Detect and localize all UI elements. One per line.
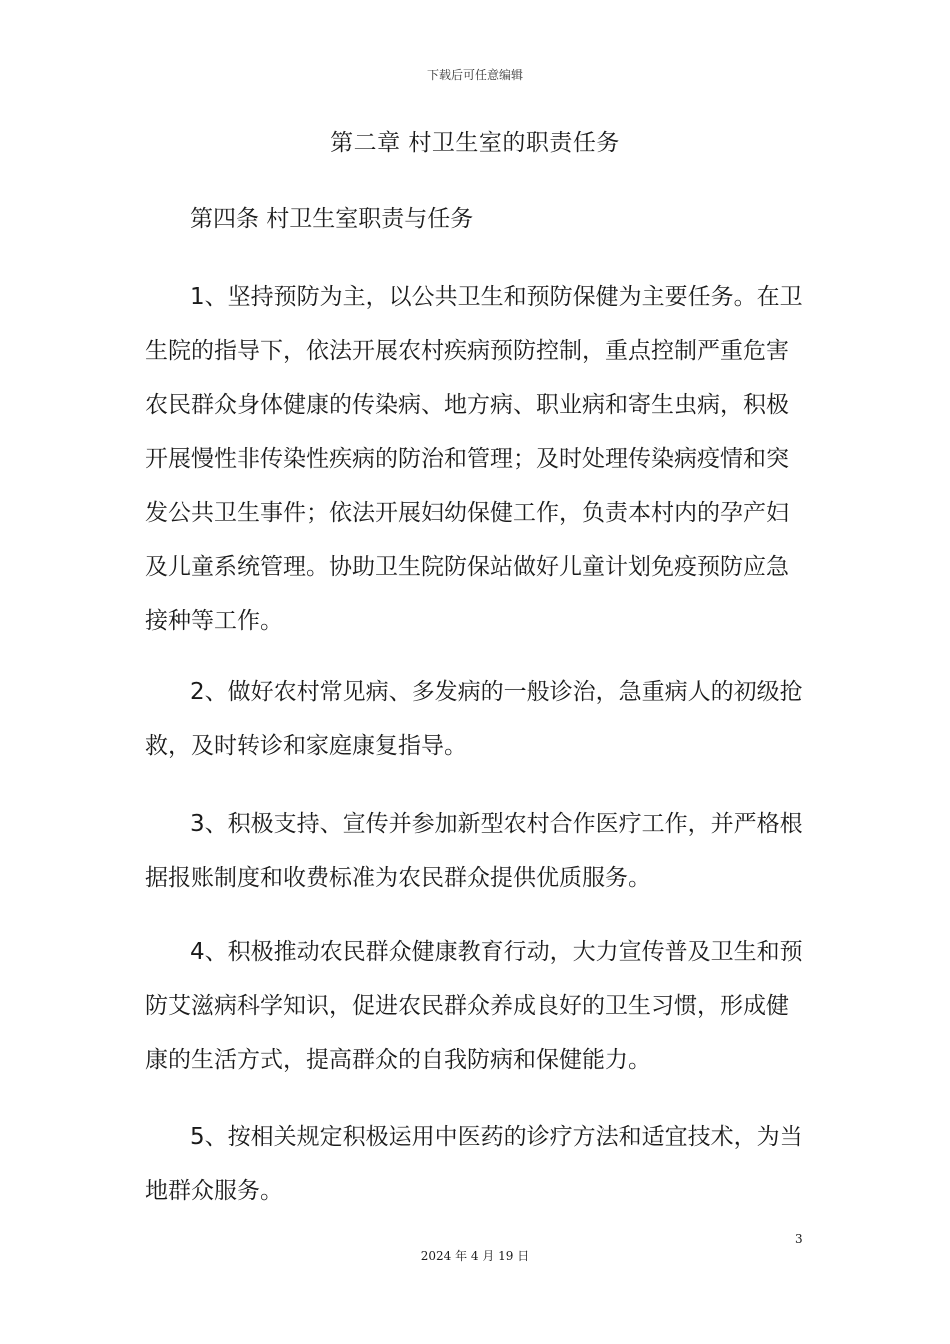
footer-date: 2024 年 4 月 19 日 <box>420 1249 530 1263</box>
paragraph-5: 5、按相关规定积极运用中医药的诊疗方法和适宜技术，为当地群众服务。 <box>145 1124 803 1204</box>
article-title: 第四条 村卫生室职责与任务 <box>190 206 474 232</box>
paragraph-1: 1、坚持预防为主，以公共卫生和预防保健为主要任务。在卫生院的指导下，依法开展农村疾病预防控制，重点控制严重危害农民群众身体健康的传染病、地方病、职业病和寄生虫病，积极开展慢性非传染性疾病的防治和管理；及时处理传染病疫情和突发公共卫生事件；依法开展妇幼保健工作，负责本村内的孕产妇及儿童系统管理。协助卫生院防保站做好儿童计划免疫预防应急接种等工作。 <box>145 284 803 634</box>
chapter-title: 第二章 村卫生室的职责任务 <box>330 130 620 156</box>
page-number: 3 <box>795 1232 803 1246</box>
paragraph-3: 3、积极支持、宣传并参加新型农村合作医疗工作，并严格根据报账制度和收费标准为农民群众提供优质服务。 <box>145 811 803 891</box>
paragraph-4: 4、积极推动农民群众健康教育行动，大力宣传普及卫生和预防艾滋病科学知识，促进农民群众养成良好的卫生习惯，形成健康的生活方式，提高群众的自我防病和保健能力。 <box>145 939 803 1073</box>
header-note: 下载后可任意编辑 <box>426 68 523 82</box>
paragraph-2: 2、做好农村常见病、多发病的一般诊治，急重病人的初级抢救，及时转诊和家庭康复指导。 <box>145 679 803 759</box>
